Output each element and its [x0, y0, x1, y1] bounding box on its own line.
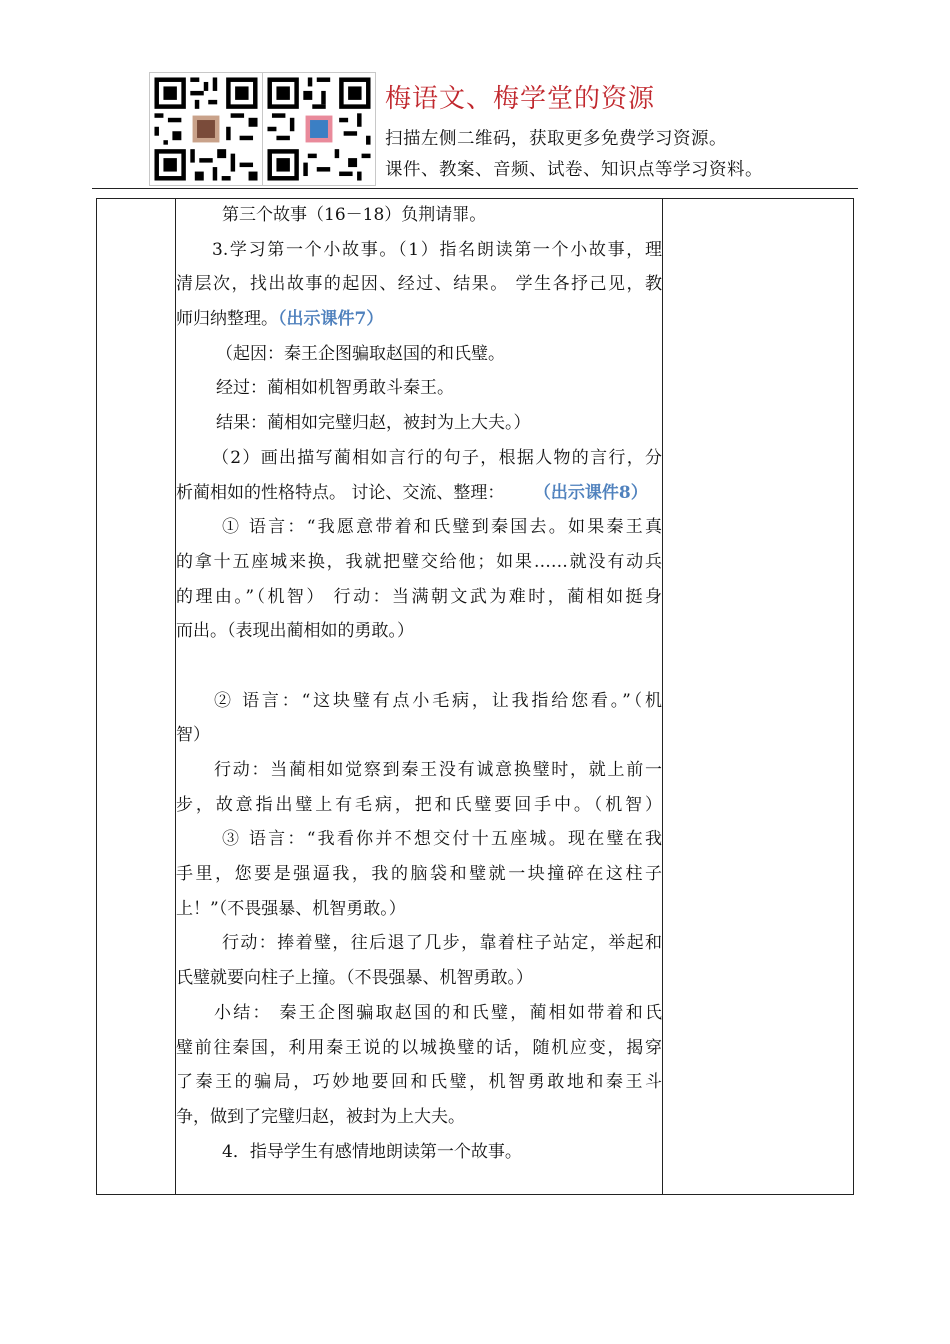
text-line: 氏璧就要向柱子上撞。（不畏强暴、机智勇敢。）	[176, 968, 533, 989]
text-line: 上！”（不畏强暴、机智勇敢。）	[176, 898, 406, 919]
qr-code-right-pattern	[263, 73, 375, 185]
text-line: （2）画出描写蔺相如言行的句子，根据人物的言行，分	[212, 447, 662, 468]
table-column-divider-right	[662, 198, 663, 1195]
brand-subtitle-1: 扫描左侧二维码，获取更多免费学习资源。	[385, 129, 727, 149]
text-line: 清层次，找出故事的起因、经过、结果。 学生各抒己见，教	[176, 274, 662, 295]
text-line: 3.学习第一个小故事。（1）指名朗读第一个小故事，理	[212, 239, 662, 260]
qr-code-left[interactable]	[149, 72, 263, 186]
text-line: 小结： 秦王企图骗取赵国的和氏璧，蔺相如带着和氏	[214, 1002, 662, 1023]
text-line: 的理由。”（机智） 行动：当满朝文武为难时，蔺相如挺身	[176, 586, 662, 607]
courseware-link-8[interactable]: （出示课件8）	[542, 482, 648, 503]
text-line: 结果：蔺相如完璧归赵，被封为上大夫。）	[216, 413, 531, 434]
blank-line	[176, 649, 662, 684]
text-line: 智）	[176, 725, 210, 746]
text-line: 步，故意指出璧上有毛病，把和氏璧要回手中。（机智）	[176, 794, 662, 815]
header-divider	[92, 188, 858, 189]
text-line: 了秦王的骗局，巧妙地要回和氏璧，机智勇敢地和秦王斗	[176, 1072, 662, 1093]
courseware-link-7[interactable]: （出示课件7）	[278, 309, 384, 330]
text-line: 第三个故事（16－18）负荆请罪。	[222, 205, 487, 225]
brand-title: 梅语文、梅学堂的资源	[385, 84, 656, 114]
text-line: （起因：秦王企图骗取赵国的和氏璧。	[216, 343, 505, 364]
qr-code-right[interactable]	[262, 72, 376, 186]
text-line: 4．指导学生有感情地朗读第一个故事。	[222, 1141, 522, 1162]
text-line: ② 语言：“这块璧有点小毛病，让我指给您看。”（机	[214, 690, 662, 711]
text-span: 师归纳整理。	[176, 309, 278, 330]
text-line: ① 语言：“我愿意带着和氏璧到秦国去。如果秦王真	[222, 517, 662, 538]
text-line: ③ 语言：“我看你并不想交付十五座城。现在璧在我	[222, 829, 662, 850]
lesson-content	[176, 198, 662, 1169]
text-line: 而出。（表现出蔺相如的勇敢。）	[176, 621, 414, 642]
qr-code-left-pattern	[150, 73, 262, 185]
text-line: 行动：捧着璧，往后退了几步，靠着柱子站定，举起和	[222, 933, 662, 954]
text-line: 争，做到了完璧归赵，被封为上大夫。	[176, 1106, 465, 1127]
text-span: 析蔺相如的性格特点。 讨论、交流、整理：	[176, 482, 505, 503]
brand-subtitle-2: 课件、教案、音频、试卷、知识点等学习资料。	[385, 160, 763, 180]
text-line: 手里，您要是强逼我，我的脑袋和璧就一块撞碎在这柱子	[176, 864, 662, 885]
text-line	[176, 302, 662, 337]
text-line	[176, 476, 662, 511]
text-line: 璧前往秦国，利用秦王说的以城换璧的话，随机应变，揭穿	[176, 1037, 662, 1058]
text-line: 的拿十五座城来换，我就把璧交给他；如果……就没有动兵	[176, 551, 662, 572]
text-line: 经过：蔺相如机智勇敢斗秦王。	[216, 378, 454, 399]
text-line: 行动：当蔺相如觉察到秦王没有诚意换璧时，就上前一	[214, 760, 662, 780]
